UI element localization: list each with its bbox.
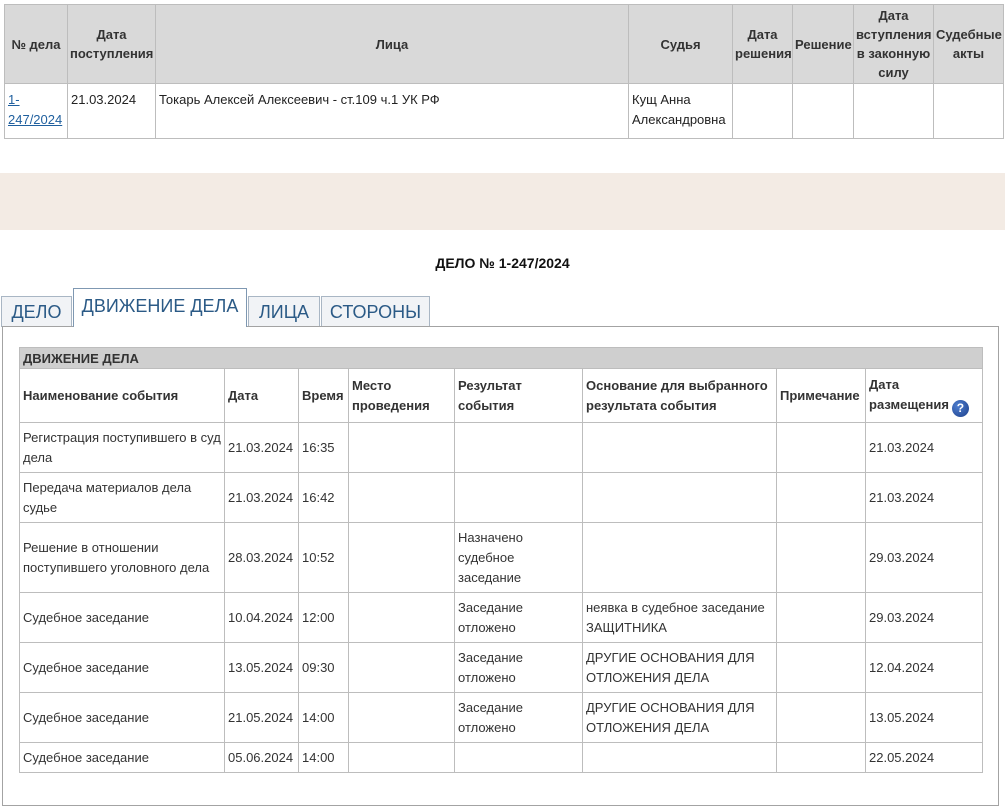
movement-section-title: ДВИЖЕНИЕ ДЕЛА bbox=[20, 348, 983, 369]
result-cell: Назначено судебное заседание bbox=[455, 523, 583, 593]
header-basis: Основание для выбранного результата события bbox=[583, 369, 777, 423]
case-summary-table bbox=[4, 4, 1004, 139]
movement-section-title-row bbox=[20, 348, 983, 369]
header-parties: Лица bbox=[156, 5, 629, 84]
posted-cell: 13.05.2024 bbox=[866, 693, 983, 743]
event-cell: Регистрация поступившего в суд дела bbox=[20, 423, 225, 473]
time-cell: 10:52 bbox=[299, 523, 349, 593]
tab-persons[interactable]: ЛИЦА bbox=[248, 296, 320, 327]
header-acts: Судебные акты bbox=[934, 5, 1004, 84]
time-cell: 16:35 bbox=[299, 423, 349, 473]
result-cell: Заседание отложено bbox=[455, 593, 583, 643]
posted-cell: 21.03.2024 bbox=[866, 423, 983, 473]
date-cell: 10.04.2024 bbox=[225, 593, 299, 643]
time-cell: 14:00 bbox=[299, 743, 349, 773]
basis-cell bbox=[583, 423, 777, 473]
judge-cell: Кущ Анна Александровна bbox=[629, 84, 733, 139]
result-cell bbox=[455, 743, 583, 773]
result-cell: Заседание отложено bbox=[455, 643, 583, 693]
table-row bbox=[20, 473, 983, 523]
basis-cell bbox=[583, 523, 777, 593]
acts-cell bbox=[934, 84, 1004, 139]
table-row bbox=[20, 593, 983, 643]
table-row bbox=[20, 423, 983, 473]
note-cell bbox=[777, 593, 866, 643]
help-icon[interactable]: ? bbox=[952, 400, 969, 417]
posted-cell: 29.03.2024 bbox=[866, 593, 983, 643]
date-cell: 21.03.2024 bbox=[225, 423, 299, 473]
place-cell bbox=[349, 423, 455, 473]
header-time: Время bbox=[299, 369, 349, 423]
basis-cell: неявка в судебное заседание ЗАЩИТНИКА bbox=[583, 593, 777, 643]
result-cell bbox=[455, 423, 583, 473]
posted-cell: 29.03.2024 bbox=[866, 523, 983, 593]
place-cell bbox=[349, 593, 455, 643]
basis-cell: ДРУГИЕ ОСНОВАНИЯ ДЛЯ ОТЛОЖЕНИЯ ДЕЛА bbox=[583, 693, 777, 743]
posted-cell: 21.03.2024 bbox=[866, 473, 983, 523]
time-cell: 09:30 bbox=[299, 643, 349, 693]
decorative-band bbox=[0, 173, 1005, 230]
basis-cell bbox=[583, 743, 777, 773]
header-result: Результат события bbox=[455, 369, 583, 423]
receipt-date-cell: 21.03.2024 bbox=[68, 84, 156, 139]
header-receipt-date: Дата поступления bbox=[68, 5, 156, 84]
header-date: Дата bbox=[225, 369, 299, 423]
event-cell: Передача материалов дела судье bbox=[20, 473, 225, 523]
tab-parties[interactable]: СТОРОНЫ bbox=[321, 296, 430, 327]
header-posted-label: Дата размещения bbox=[869, 376, 949, 412]
header-place: Место проведения bbox=[349, 369, 455, 423]
place-cell bbox=[349, 473, 455, 523]
event-cell: Судебное заседание bbox=[20, 643, 225, 693]
note-cell bbox=[777, 523, 866, 593]
note-cell bbox=[777, 693, 866, 743]
time-cell: 12:00 bbox=[299, 593, 349, 643]
note-cell bbox=[777, 743, 866, 773]
place-cell bbox=[349, 743, 455, 773]
table-row bbox=[20, 693, 983, 743]
place-cell bbox=[349, 693, 455, 743]
header-decision-date: Дата решения bbox=[733, 5, 793, 84]
note-cell bbox=[777, 423, 866, 473]
date-cell: 28.03.2024 bbox=[225, 523, 299, 593]
decision-date-cell bbox=[733, 84, 793, 139]
date-cell: 05.06.2024 bbox=[225, 743, 299, 773]
table-row bbox=[20, 643, 983, 693]
time-cell: 16:42 bbox=[299, 473, 349, 523]
date-cell: 21.05.2024 bbox=[225, 693, 299, 743]
header-judge: Судья bbox=[629, 5, 733, 84]
event-cell: Судебное заседание bbox=[20, 743, 225, 773]
table-row bbox=[20, 743, 983, 773]
note-cell bbox=[777, 643, 866, 693]
header-effective-date: Дата вступления в законную силу bbox=[854, 5, 934, 84]
header-posted bbox=[866, 369, 983, 423]
header-case-number: № дела bbox=[5, 5, 68, 84]
place-cell bbox=[349, 523, 455, 593]
tab-case-movement[interactable]: ДВИЖЕНИЕ ДЕЛА bbox=[73, 288, 247, 327]
decision-cell bbox=[793, 84, 854, 139]
case-number-link[interactable]: 1-247/2024 bbox=[8, 92, 63, 127]
posted-cell: 22.05.2024 bbox=[866, 743, 983, 773]
basis-cell bbox=[583, 473, 777, 523]
note-cell bbox=[777, 473, 866, 523]
case-movement-table bbox=[19, 347, 983, 773]
event-cell: Решение в отношении поступившего уголовного дела bbox=[20, 523, 225, 593]
time-cell: 14:00 bbox=[299, 693, 349, 743]
event-cell: Судебное заседание bbox=[20, 693, 225, 743]
date-cell: 21.03.2024 bbox=[225, 473, 299, 523]
effective-date-cell bbox=[854, 84, 934, 139]
posted-cell: 12.04.2024 bbox=[866, 643, 983, 693]
summary-row bbox=[5, 84, 1004, 139]
parties-cell: Токарь Алексей Алексеевич - ст.109 ч.1 УК РФ bbox=[156, 84, 629, 139]
header-decision: Решение bbox=[793, 5, 854, 84]
event-cell: Судебное заседание bbox=[20, 593, 225, 643]
case-title: ДЕЛО № 1-247/2024 bbox=[435, 255, 570, 271]
date-cell: 13.05.2024 bbox=[225, 643, 299, 693]
tab-case[interactable]: ДЕЛО bbox=[1, 296, 72, 327]
movement-header-row bbox=[20, 369, 983, 423]
place-cell bbox=[349, 643, 455, 693]
basis-cell: ДРУГИЕ ОСНОВАНИЯ ДЛЯ ОТЛОЖЕНИЯ ДЕЛА bbox=[583, 643, 777, 693]
case-number-cell bbox=[5, 84, 68, 139]
header-note: Примечание bbox=[777, 369, 866, 423]
result-cell bbox=[455, 473, 583, 523]
result-cell: Заседание отложено bbox=[455, 693, 583, 743]
summary-header-row bbox=[5, 5, 1004, 84]
header-event: Наименование события bbox=[20, 369, 225, 423]
table-row bbox=[20, 523, 983, 593]
